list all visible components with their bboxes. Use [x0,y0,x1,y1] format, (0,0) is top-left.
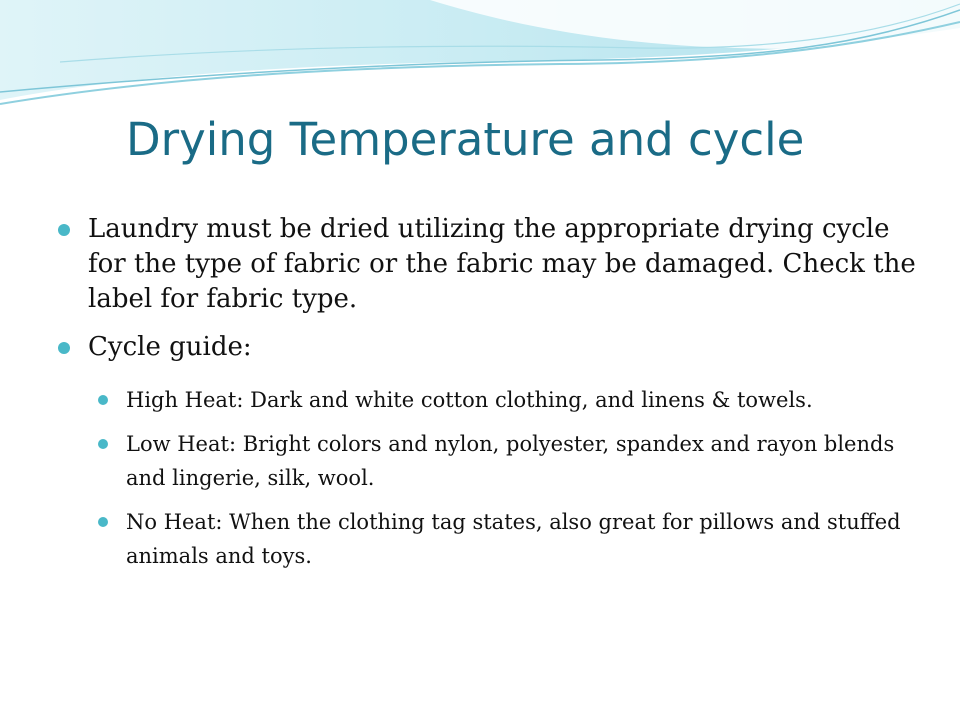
bullet-text: Laundry must be dried utilizing the appropriate drying cycle for the type of fabric or the fabric may be damaged. Check the label for fabric type. [88,214,916,314]
sub-bullet-text: Low Heat: Bright colors and nylon, polyester, spandex and rayon blends and lingerie, silk, wool. [126,432,895,490]
slide-title: Drying Temperature and cycle [126,113,805,166]
bullet-text: Cycle guide: [88,332,252,362]
bullet-dot-icon [58,224,70,236]
sub-bullet-item [94,427,916,495]
bullet-dot-icon [98,395,108,405]
sub-bullet-text: High Heat: Dark and white cotton clothing, and linens & towels. [126,388,813,412]
sub-bullet-text: No Heat: When the clothing tag states, also great for pillows and stuffed animals and toys. [126,510,901,568]
bullet-item [56,330,916,365]
bullet-item [56,212,916,317]
bullet-list [56,212,916,583]
sub-bullet-item [94,505,916,573]
sub-bullet-item [94,383,916,417]
bullet-dot-icon [98,517,108,527]
bullet-dot-icon [98,439,108,449]
bullet-dot-icon [58,342,70,354]
